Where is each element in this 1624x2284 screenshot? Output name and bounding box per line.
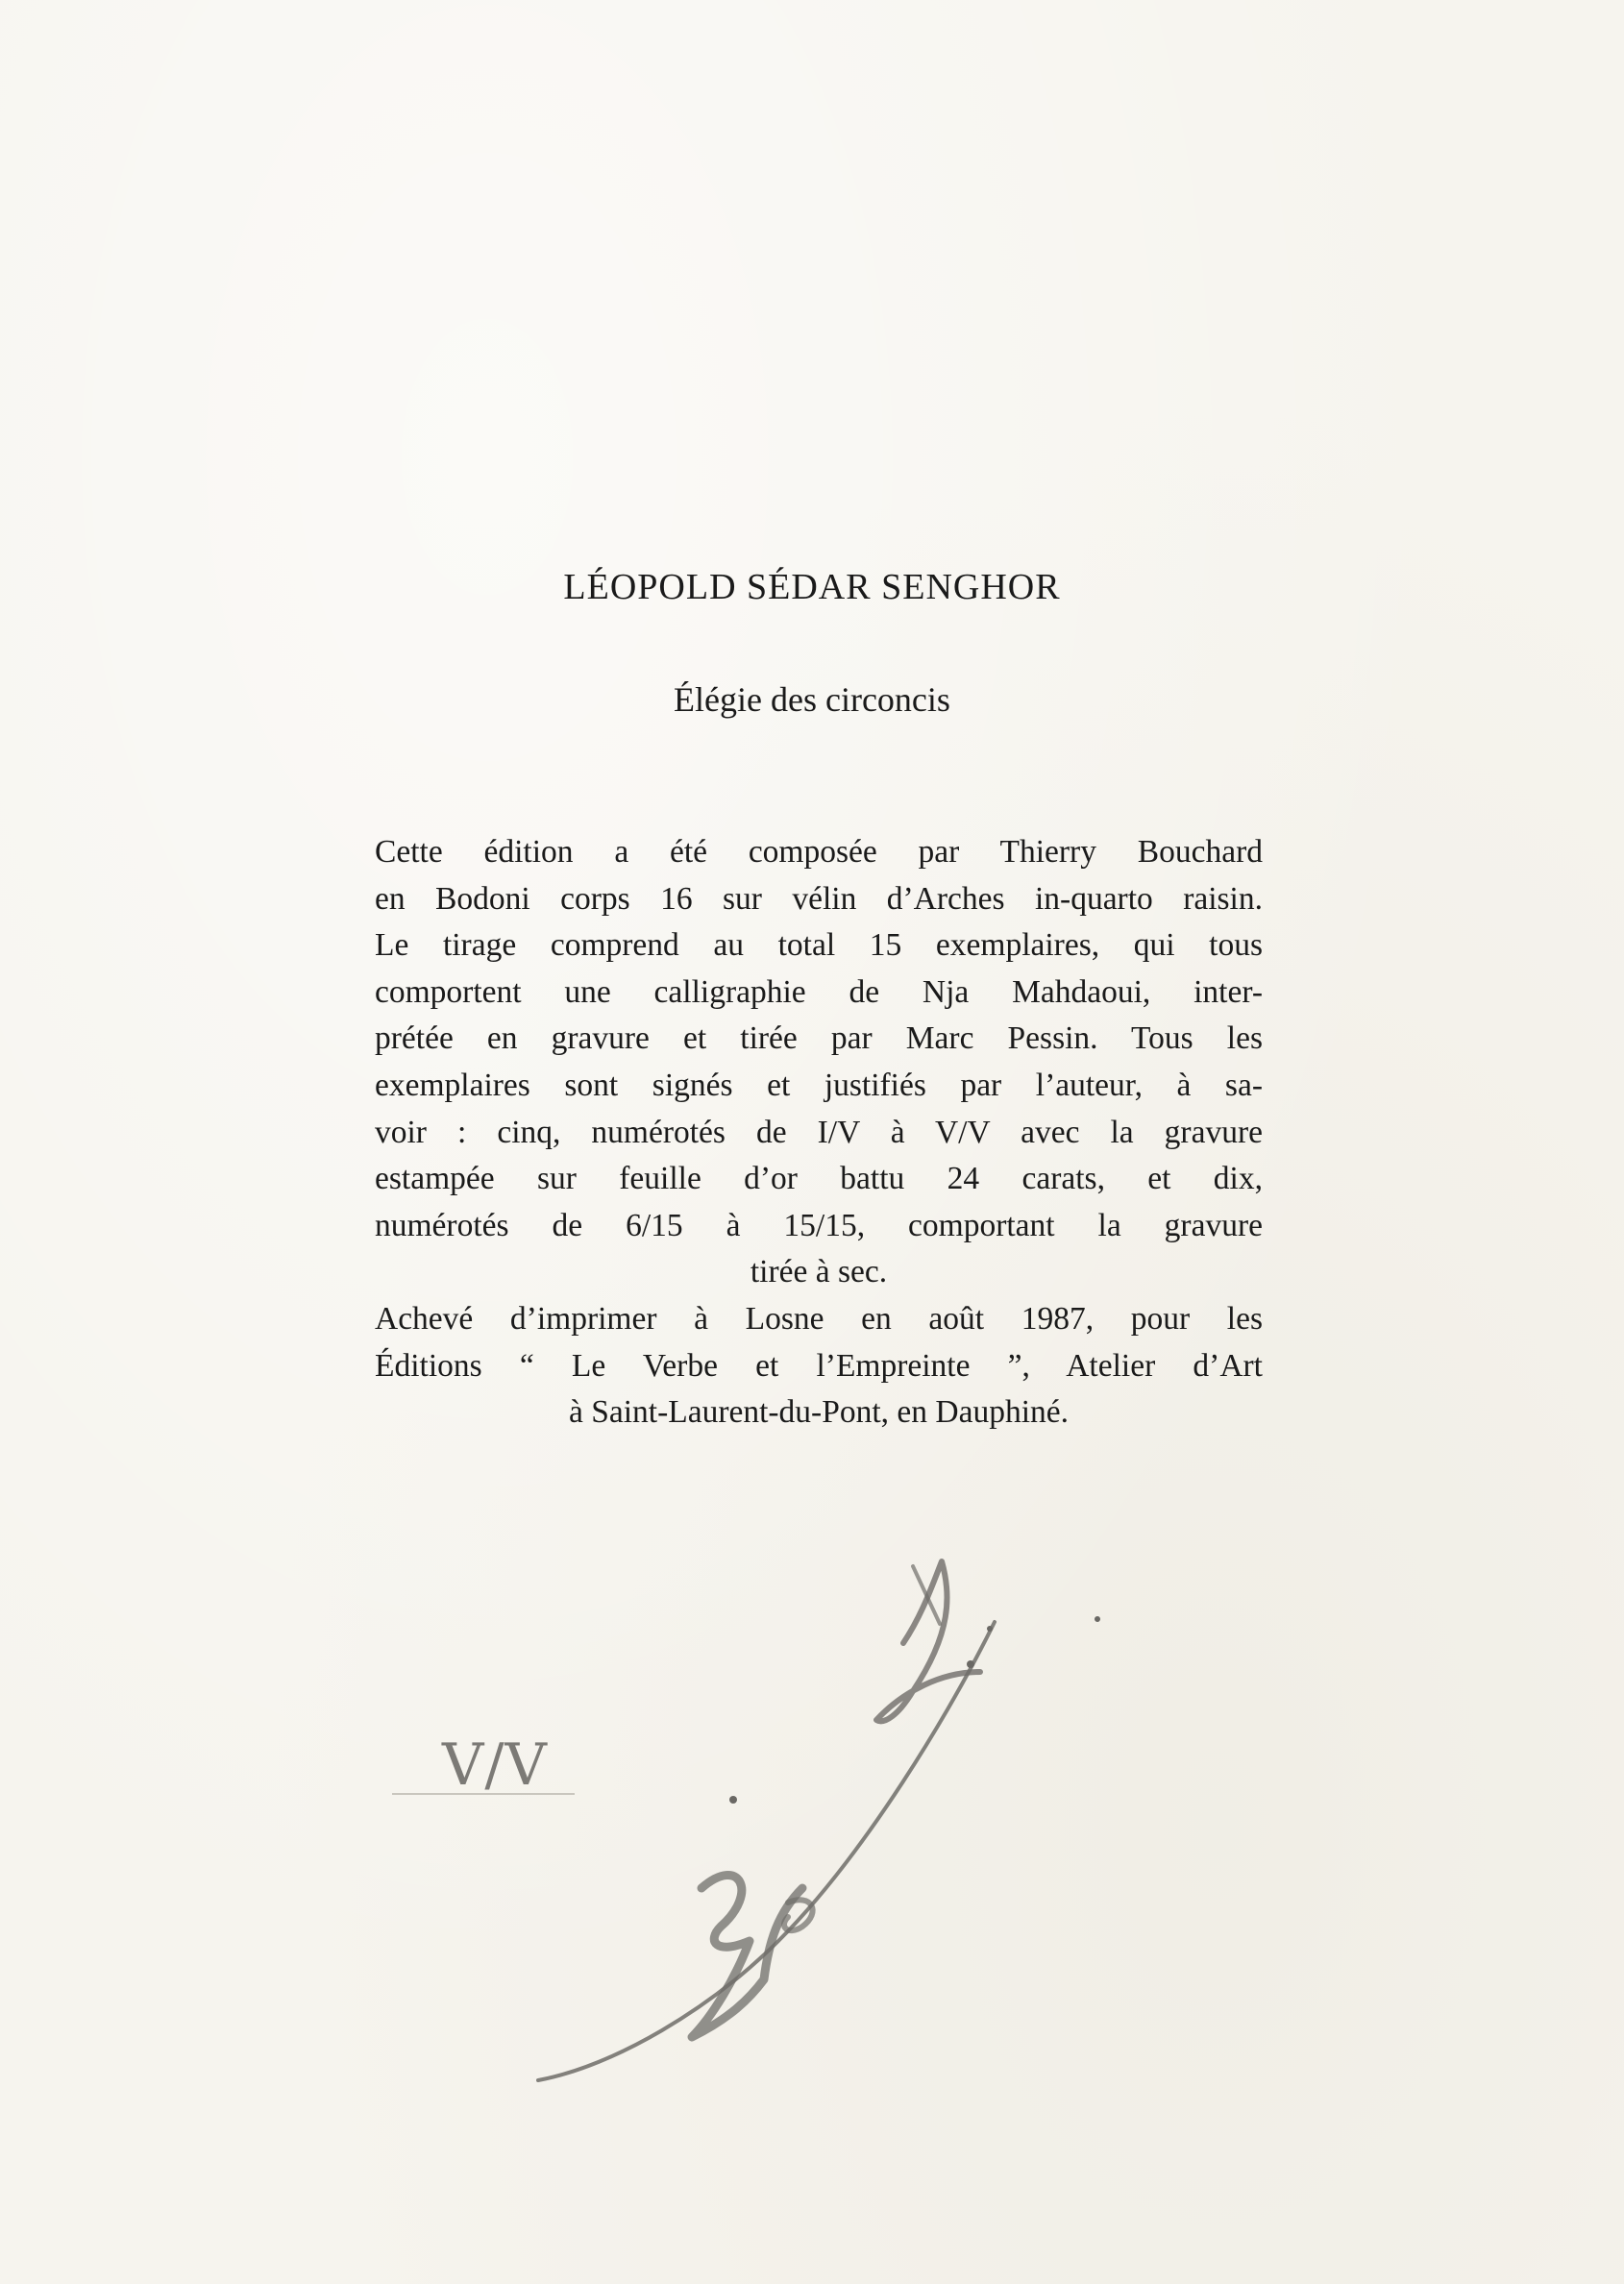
book-title: Élégie des circoncis: [674, 680, 950, 719]
colophon-line: Le tirage comprend au total 15 exemplaires, qui tous: [375, 927, 1263, 964]
author-name: LÉOPOLD SÉDAR SENGHOR: [563, 567, 1061, 607]
signature-sweep-stroke: [538, 1622, 995, 2080]
colophon-line: Éditions “ Le Verbe et l’Empreinte ”, Atelier d’Art: [375, 1347, 1263, 1384]
signature-upper-flourish: [876, 1561, 980, 1721]
colophon-line: Cette édition a été composée par Thierry Bouchard: [375, 834, 1263, 870]
signature-monogram-loop: [784, 1900, 813, 1930]
colophon-line: estampée sur feuille d’or battu 24 carats, et dix,: [375, 1161, 1263, 1197]
colophon-text: [375, 829, 1263, 1437]
signature-dot: [967, 1660, 974, 1668]
colophon-line: exemplaires sont signés et justifiés par l’auteur, à sa-: [375, 1067, 1263, 1103]
colophon-line: à Saint-Laurent-du-Pont, en Dauphiné.: [568, 1394, 1070, 1431]
signature-dot: [1095, 1616, 1100, 1622]
author-signature: [500, 1403, 1192, 2133]
signature-monogram: [692, 1875, 802, 2037]
colophon-line: comportent une calligraphie de Nja Mahdaoui, inter-: [375, 973, 1263, 1010]
colophon-line: numérotés de 6/15 à 15/15, comportant la gravure: [375, 1207, 1263, 1243]
signature-dot: [987, 1626, 993, 1632]
colophon-line: Achevé d’imprimer à Losne en août 1987, pour les: [375, 1300, 1263, 1337]
colophon-line: tirée à sec.: [750, 1254, 888, 1290]
justification-number: V/V: [442, 1731, 548, 1799]
signature-dot: [729, 1796, 737, 1804]
colophon-line: voir : cinq, numérotés de I/V à V/V avec la gravure: [375, 1114, 1263, 1150]
colophon-line: prétée en gravure et tirée par Marc Pessin. Tous les: [375, 1020, 1263, 1057]
colophon-line: en Bodoni corps 16 sur vélin d’Arches in-quarto raisin.: [375, 880, 1263, 917]
